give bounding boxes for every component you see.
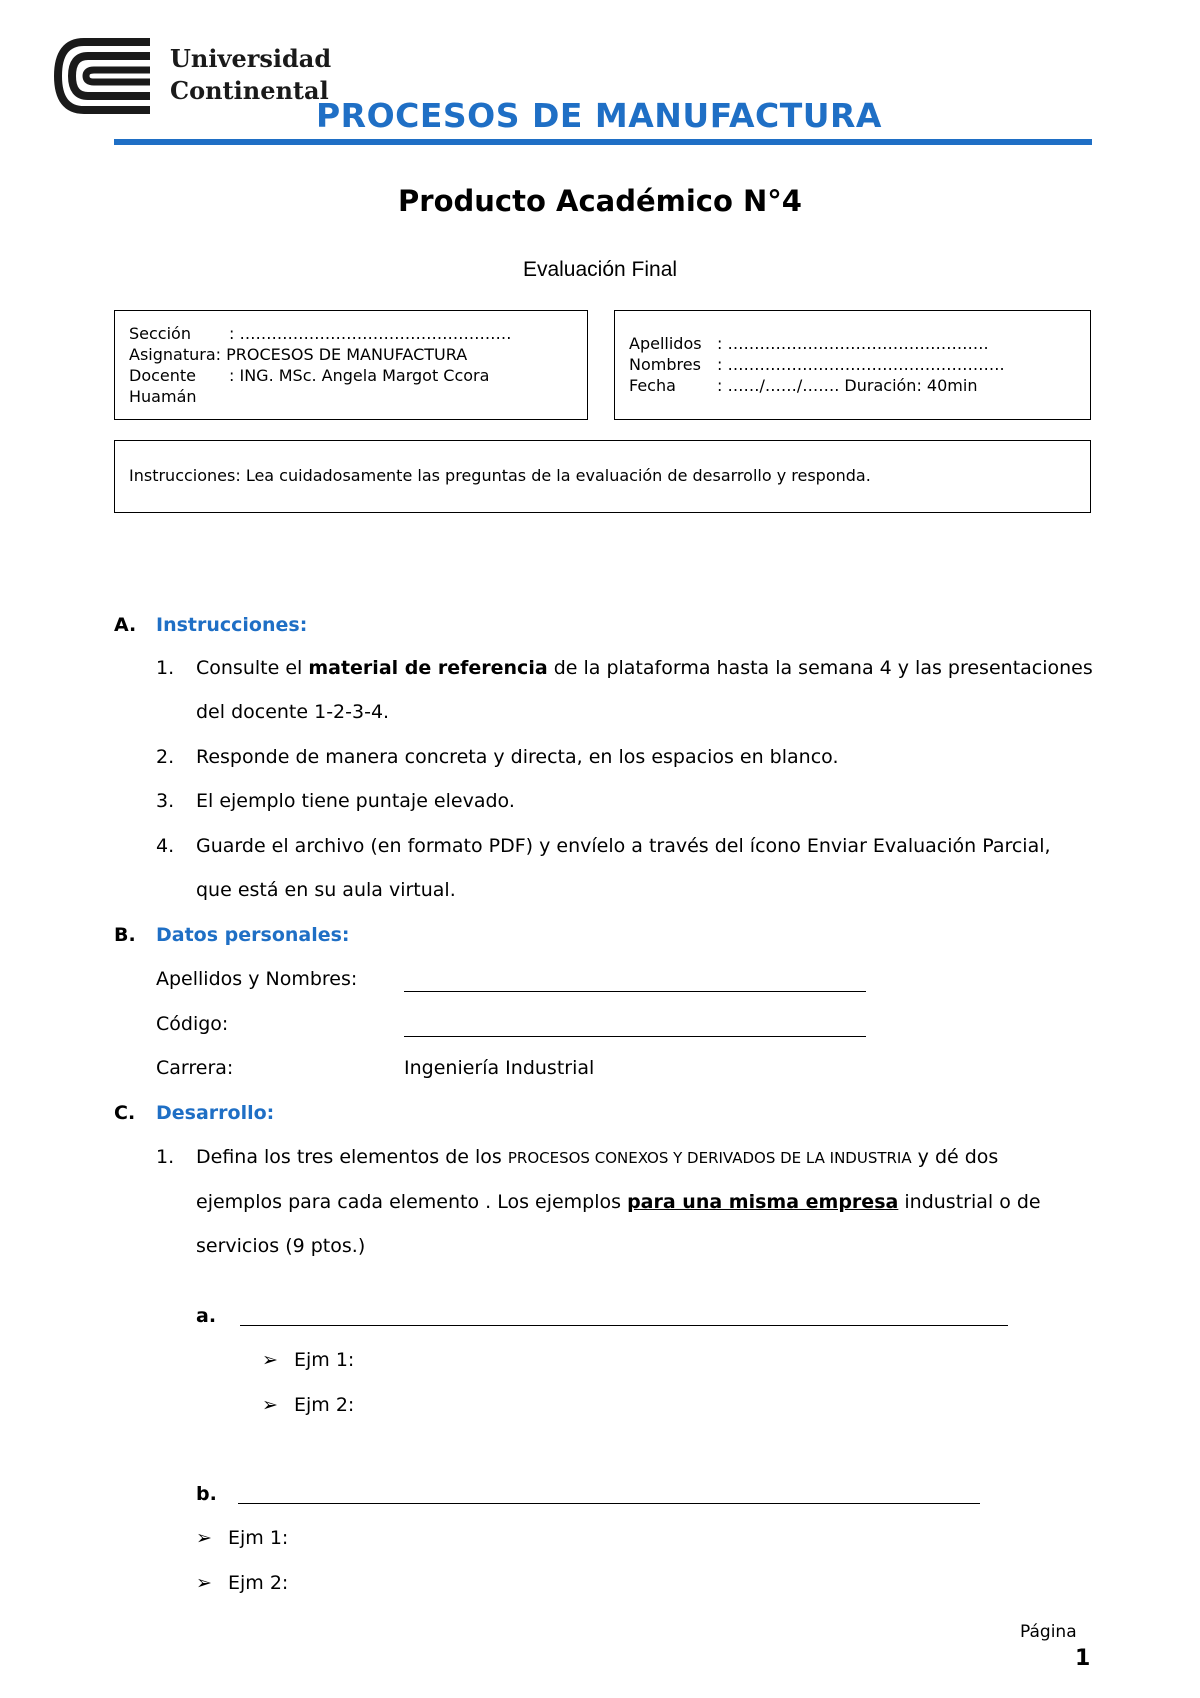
list-item: [156, 746, 838, 768]
carrera-label: Carrera:: [156, 1057, 234, 1079]
codigo-blank[interactable]: [404, 1036, 866, 1037]
nombres-row: [629, 354, 1076, 375]
asignatura-row: [129, 344, 573, 365]
asignatura-label: Asignatura: [129, 345, 216, 364]
section-a-title: Instrucciones:: [156, 614, 308, 636]
list-item-number: 3.: [156, 790, 175, 812]
question-1-line3: servicios (9 ptos.): [196, 1235, 366, 1257]
list-item-continuation: que está en su aula virtual.: [196, 879, 456, 901]
arrow-bullet-icon: ➢: [196, 1572, 212, 1594]
section-c-heading: [114, 1102, 274, 1124]
document-subtitle: Evaluación Final: [522, 258, 678, 281]
instructions-box: [114, 440, 1091, 513]
apellidos-label: Apellidos: [629, 334, 702, 353]
codigo-label: Código:: [156, 1013, 229, 1035]
question-1-line1: [156, 1146, 998, 1168]
instructions-text: Instrucciones: Lea cuidadosamente las preguntas de la evaluación de desarrollo y responda.: [129, 466, 871, 485]
seccion-row: [129, 323, 573, 344]
question-text: y dé dos: [911, 1146, 999, 1168]
ejemplo-item: [262, 1394, 354, 1416]
logo-text-line2: Continental: [170, 76, 329, 105]
apellidos-nombres-blank[interactable]: [404, 991, 866, 992]
list-item: [156, 790, 515, 812]
docente-continuation: Huamán: [129, 387, 197, 406]
list-item-text: Guarde el archivo (en formato PDF) y envíelo a través del ícono Enviar Evaluación Parcial,: [196, 835, 1051, 857]
ejemplo-label: Ejm 1:: [294, 1349, 355, 1371]
apellidos-nombres-label: Apellidos y Nombres:: [156, 968, 358, 990]
list-item-text: de la plataforma hasta la semana 4 y las presentaciones: [547, 657, 1093, 679]
section-a-heading: [114, 614, 307, 636]
ejemplo-item: [262, 1349, 354, 1371]
university-logo-icon: [54, 38, 152, 114]
document-title: Producto Académico N°4: [398, 184, 802, 218]
section-b-letter: B.: [114, 924, 136, 946]
list-item-number: 2.: [156, 746, 175, 768]
list-item-bold: material de referencia: [308, 657, 548, 679]
carrera-value: Ingeniería Industrial: [404, 1057, 595, 1079]
list-item-number: 1.: [156, 657, 175, 679]
question-emphasis: para una misma empresa: [627, 1191, 899, 1213]
answer-a-label: a.: [196, 1305, 217, 1327]
logo-text-line1: Universidad: [170, 44, 332, 73]
fecha-value[interactable]: : ……/……/……. Duración: 40min: [717, 376, 978, 395]
nombres-value[interactable]: : …………………………………………….: [717, 355, 1005, 374]
section-a-letter: A.: [114, 614, 137, 636]
question-text: industrial o de: [898, 1191, 1041, 1213]
seccion-value: : ……………………………………………: [229, 324, 512, 343]
list-item-text: El ejemplo tiene puntaje elevado.: [196, 790, 515, 812]
list-item-text: Consulte el: [196, 657, 309, 679]
apellidos-row: [629, 333, 1076, 354]
question-1-line2: [196, 1191, 1041, 1213]
list-item-continuation: del docente 1-2-3-4.: [196, 701, 390, 723]
answer-b-label: b.: [196, 1483, 217, 1505]
fecha-label: Fecha: [629, 376, 676, 395]
answer-b-blank[interactable]: [238, 1503, 980, 1504]
docente-label: Docente: [129, 366, 197, 385]
question-text: Defina los tres elementos de los: [196, 1146, 508, 1168]
arrow-bullet-icon: ➢: [262, 1394, 278, 1416]
list-item: [156, 657, 1093, 679]
docente-row: [129, 365, 573, 386]
header-divider: [114, 139, 1092, 145]
question-topic: PROCESOS CONEXOS Y DERIVADOS DE LA INDUSTRIA: [507, 1149, 912, 1167]
student-info-box: [614, 310, 1091, 420]
list-item-text: Responde de manera concreta y directa, en los espacios en blanco.: [196, 746, 839, 768]
ejemplo-label: Ejm 2:: [228, 1572, 289, 1594]
question-number: 1.: [156, 1146, 175, 1168]
course-info-box: [114, 310, 588, 420]
seccion-label: Sección: [129, 324, 191, 343]
section-c-letter: C.: [114, 1102, 136, 1124]
section-b-title: Datos personales:: [156, 924, 350, 946]
ejemplo-item: [196, 1527, 288, 1549]
answer-a-blank[interactable]: [240, 1325, 1008, 1326]
apellidos-value[interactable]: : ………………………………………….: [717, 334, 989, 353]
docente-value: : ING. MSc. Angela Margot Ccora: [229, 366, 490, 385]
fecha-row: [629, 375, 1076, 396]
ejemplo-label: Ejm 1:: [228, 1527, 289, 1549]
list-item-number: 4.: [156, 835, 175, 857]
question-text: ejemplos para cada elemento . Los ejemplos: [196, 1191, 628, 1213]
ejemplo-item: [196, 1572, 288, 1594]
section-c-title: Desarrollo:: [156, 1102, 275, 1124]
arrow-bullet-icon: ➢: [262, 1349, 278, 1371]
ejemplo-label: Ejm 2:: [294, 1394, 355, 1416]
section-b-heading: [114, 924, 350, 946]
nombres-label: Nombres: [629, 355, 701, 374]
page-number: 1: [1075, 1646, 1091, 1671]
asignatura-value: : PROCESOS DE MANUFACTURA: [215, 345, 468, 364]
course-title: PROCESOS DE MANUFACTURA: [316, 96, 882, 135]
page-label: Página: [1020, 1622, 1077, 1642]
arrow-bullet-icon: ➢: [196, 1527, 212, 1549]
list-item: [156, 835, 1051, 857]
